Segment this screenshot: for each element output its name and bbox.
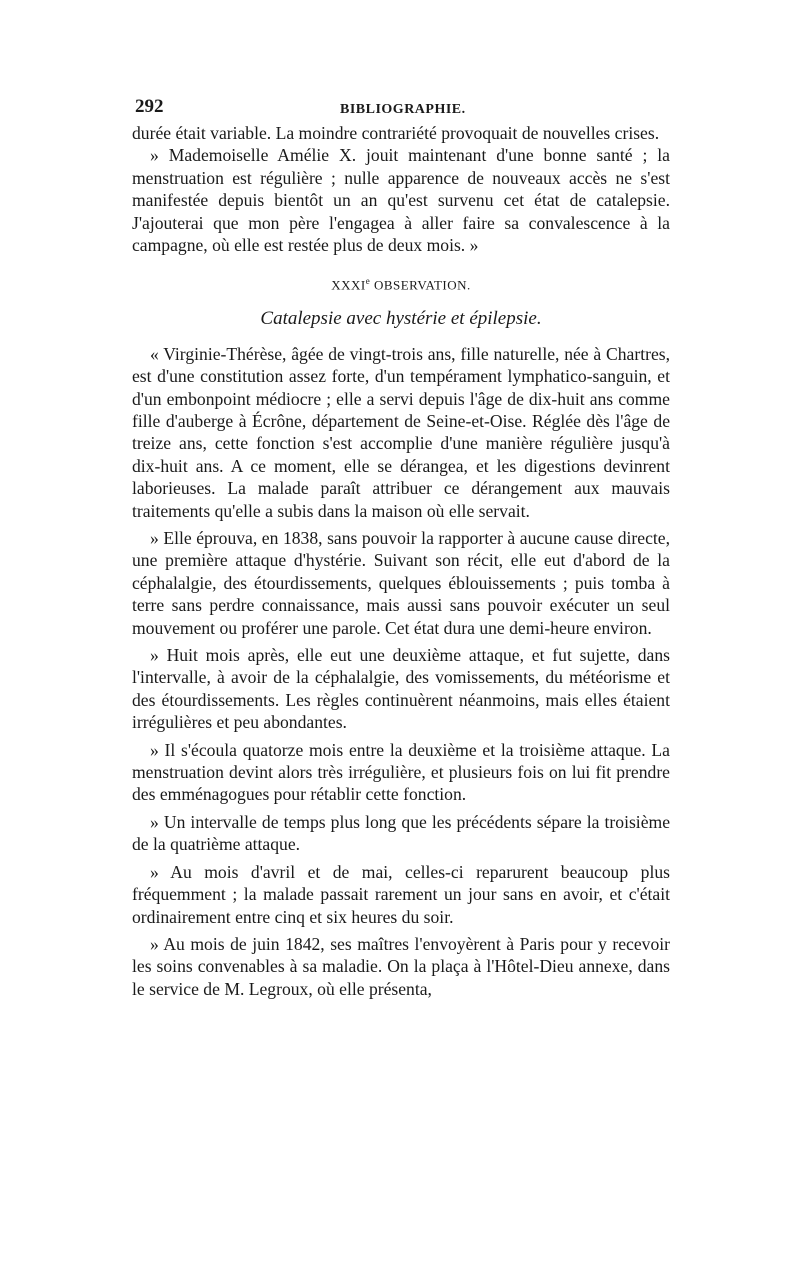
page-number: 292 [135, 96, 164, 117]
observation-heading [132, 272, 670, 294]
paragraph-virginie-intro: « Virginie-Thérèse, âgée de vingt-trois ans, fille naturelle, née à Chartres, est d'une constitution assez forte, d'un tempérament lymphatico-sanguin, et d'un embonpoint médiocre ; elle a servi depuis l'âge de dix-huit ans comme fille d'auberge à Écrône, département de Seine-et-Oise. Réglée dès l'âge de treize ans, cette fonction s'est accomplie d'une manière régulière jusqu'à dix-huit ans. A ce moment, elle se dérangea, et les digestions devinrent laborieuses. La malade paraît attribuer ce dérangement aux mauvais traitements qu'elle a subis dans la maison où elle servait. [132, 343, 670, 521]
paragraph-second-attack: » Huit mois après, elle eut une deuxième attaque, et fut sujette, dans l'intervalle, à avoir de la céphalalgie, des vomissements, du météorisme et des étourdissements. Les règles continuèrent néanmoins, mais elles étaient irrégulières et peu abondantes. [132, 645, 670, 733]
running-head [132, 96, 670, 122]
observation-superscript: e [365, 276, 371, 287]
paragraph-continuation: durée était variable. La moindre contrariété provoquait de nouvelles crises. [132, 123, 660, 143]
observation-title: Catalepsie avec hystérie et épilepsie. [260, 307, 542, 329]
book-page [132, 96, 670, 1000]
running-title: BIBLIOGRAPHIE. [340, 102, 466, 117]
paragraph-june-1842: » Au mois de juin 1842, ses maîtres l'envoyèrent à Paris pour y recevoir les soins convenables à sa maladie. On la plaça à l'Hôtel-Dieu annexe, dans le service de M. Legroux, où elle présenta, [132, 933, 670, 999]
paragraph-fourth-attack: » Un intervalle de temps plus long que les précédents sépare la troisième de la quatrième attaque. [132, 811, 670, 855]
paragraph-first-attack: » Elle éprouva, en 1838, sans pouvoir la rapporter à aucune cause directe, une première attaque d'hystérie. Suivant son récit, elle eut d'abord de la céphalalgie, des étourdissements, quelques éblouissements ; puis tomba à terre sans perdre connaissance, mais aussi sans pouvoir exécuter un seul mouvement ou proférer une parole. Cet état dura une demi-heure environ. [132, 528, 670, 638]
paragraph-third-attack: » Il s'écoula quatorze mois entre la deuxième et la troisième attaque. La menstruation devint alors très irrégulière, et plusieurs fois on lui fit prendre des emménagogues pour rétablir cette fonction. [132, 739, 670, 805]
paragraph-amelie-recovery: » Mademoiselle Amélie X. jouit maintenant d'une bonne santé ; la menstruation est régulière ; nulle apparence de nouveaux accès ne s'est manifestée depuis bientôt un an qu'est survenu cet état de catalepsie. J'ajouterai que mon père l'engagea à aller faire sa convalescence à la campagne, où elle est restée plus de deux mois. » [132, 145, 670, 256]
paragraph-april-may: » Au mois d'avril et de mai, celles-ci reparurent beaucoup plus fréquemment ; la malade passait rarement un jour sans en avoir, et c'était ordinairement entre cinq et six heures du soir. [132, 861, 670, 927]
observation-number: XXXI [331, 277, 366, 293]
observation-label: OBSERVATION. [370, 277, 471, 293]
